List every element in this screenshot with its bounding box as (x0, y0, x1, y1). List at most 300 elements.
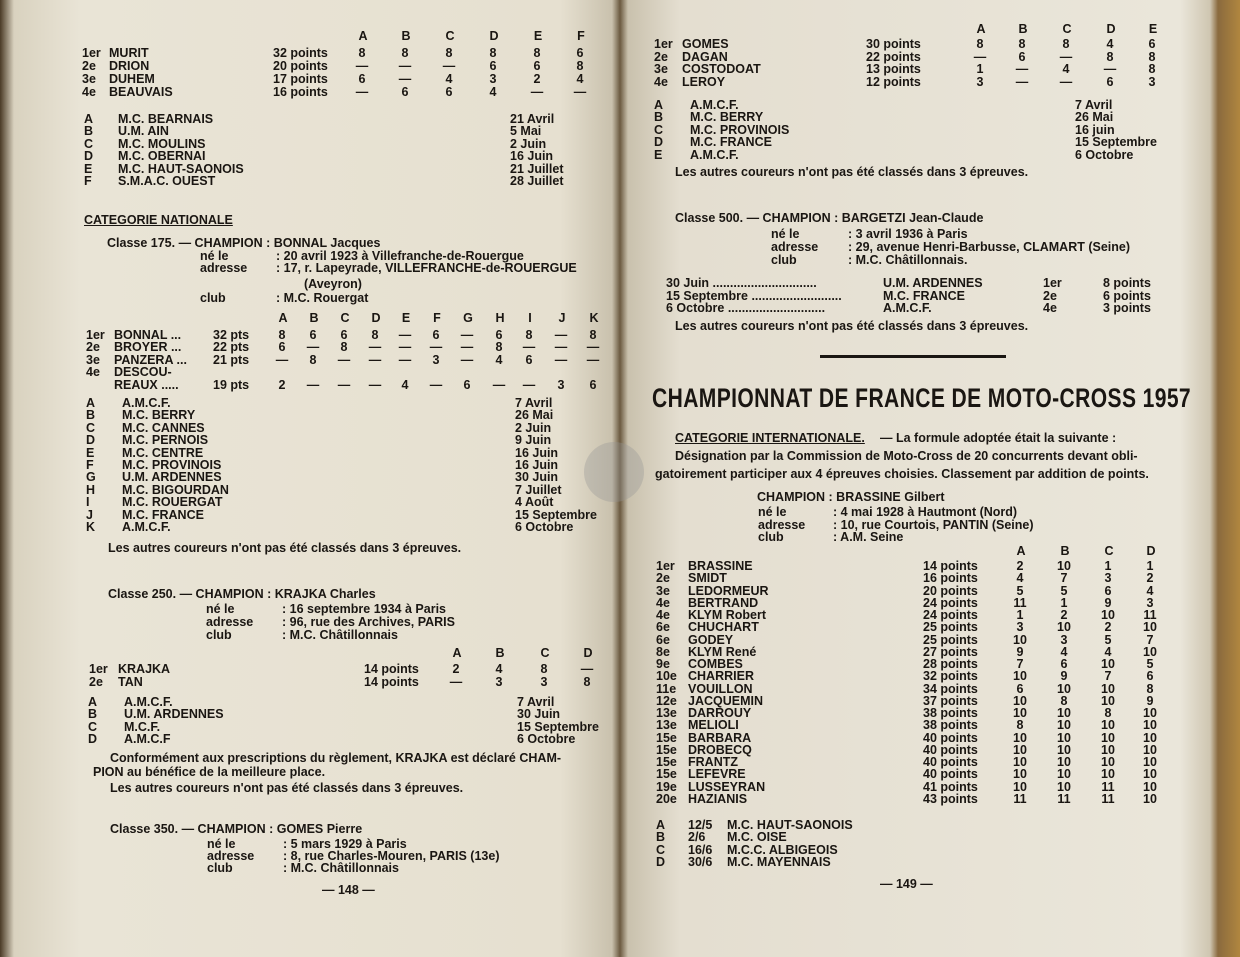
event-club: M.C. HAUT-SAONOIS (727, 818, 853, 832)
rider-name: DUHEM (109, 72, 155, 86)
field-label: adresse (206, 615, 254, 629)
event-date: 30 Juin (517, 707, 561, 722)
rider-name: MELIOLI (688, 718, 739, 733)
championship-title: CHAMPIONNAT DE FRANCE DE MOTO-CROSS 1957 (652, 383, 1192, 413)
score-cell: 11 (1101, 779, 1115, 794)
event-letter: C (86, 420, 96, 435)
rider-points: 40 points (923, 767, 978, 782)
event-date: 28 Juillet (510, 174, 564, 188)
score-cell: 6 (495, 328, 503, 342)
event-club: U.M. AIN (118, 124, 169, 139)
event-date: 16/6 (688, 842, 713, 857)
note: Les autres coureurs n'ont pas été classés dans 3 épreuves. (108, 541, 462, 555)
event-letter: D (84, 149, 94, 164)
score-cell: 4 (495, 662, 503, 676)
event-date: 9 Juin (515, 433, 552, 448)
rider-points: 38 points (923, 718, 978, 733)
score-cell: 10 (1143, 620, 1157, 635)
event-letter: E (654, 147, 663, 162)
score-cell: 8 (1060, 693, 1068, 708)
class-heading: CHAMPION : BRASSINE Gilbert (757, 490, 945, 504)
event-club: S.M.A.C. OUEST (118, 174, 216, 188)
col-header: C (540, 646, 550, 660)
rider-name: KLYM Robert (688, 608, 767, 622)
score-cell: 10 (1057, 742, 1071, 757)
rider-points: 16 points (923, 571, 978, 586)
field-value: : 20 avril 1923 à Villefranche-de-Rouergue (276, 249, 524, 263)
score-cell: 4 (1146, 583, 1154, 598)
paragraph: PION au bénéfice de la meilleure place. (93, 765, 326, 779)
field-value: : 3 avril 1936 à Paris (848, 227, 968, 241)
score-cell: — (306, 377, 320, 392)
score-cell: 10 (1013, 693, 1027, 708)
score-cell: 5 (1104, 632, 1112, 647)
score-cell: 10 (1101, 657, 1115, 671)
rank: 15e (656, 767, 677, 782)
score-cell: 6 (1104, 583, 1112, 598)
rank: 1er (89, 662, 108, 676)
result-points: 8 points (1103, 276, 1151, 290)
score-cell: 10 (1013, 742, 1027, 757)
score-cell: — (306, 340, 320, 355)
event-date: 6 Octobre (517, 732, 576, 747)
rank: 3e (656, 583, 670, 598)
intl-heading: CATEGORIE INTERNATIONALE. (675, 431, 865, 445)
score-cell: 8 (1018, 37, 1026, 51)
rider-name: DROBECQ (688, 742, 752, 757)
score-cell: 7 (1060, 571, 1068, 586)
score-cell: 3 (495, 675, 503, 689)
rider-name: JACQUEMIN (688, 693, 764, 708)
event-club: M.C. CANNES (122, 420, 205, 435)
rider-name: LEROY (682, 74, 726, 89)
rider-name: PANZERA ... (114, 352, 187, 367)
score-cell: 10 (1013, 767, 1027, 782)
score-cell: 6 (1106, 74, 1114, 89)
event-letter: F (86, 458, 94, 472)
score-cell: — (554, 340, 568, 355)
field-value: : 96, rue des Archives, PARIS (282, 615, 455, 629)
score-cell: 3 (1148, 74, 1156, 89)
event-club: U.M. ARDENNES (124, 707, 224, 722)
score-cell: 8 (525, 328, 533, 342)
rider-name: BARBARA (688, 730, 752, 745)
field-value: : 5 mars 1929 à Paris (283, 837, 407, 851)
rider-points: 22 points (866, 49, 921, 64)
score-cell: 7 (1016, 657, 1024, 671)
rider-points: 38 points (923, 706, 978, 720)
score-cell: 10 (1143, 755, 1157, 769)
score-cell: 10 (1143, 718, 1157, 733)
score-cell: 10 (1101, 718, 1115, 733)
rank: 1er (82, 46, 101, 60)
rank: 10e (656, 669, 677, 684)
score-cell: 10 (1057, 718, 1071, 733)
rider-name: MURIT (109, 46, 149, 60)
field-label: né le (207, 837, 236, 851)
col-header: D (371, 311, 381, 325)
score-cell: 6 (358, 72, 366, 86)
rider-points: 32 points (273, 46, 328, 60)
col-header: C (340, 311, 350, 325)
score-cell: — (368, 352, 382, 367)
score-cell: — (460, 352, 474, 367)
rider-points: 28 points (923, 657, 978, 671)
rider-points: 41 points (923, 779, 978, 794)
field-label: né le (200, 249, 229, 263)
score-cell: — (522, 377, 536, 392)
result-date: 30 Juin .............................. (666, 276, 817, 290)
event-letter: A (84, 112, 94, 126)
score-cell: 6 (589, 377, 597, 392)
event-club: A.M.C.F. (122, 396, 171, 410)
score-cell: 8 (1148, 62, 1156, 77)
field-label: adresse (771, 240, 819, 254)
score-cell: — (337, 352, 351, 367)
event-date: 16 Juin (515, 445, 559, 460)
event-letter: A (86, 396, 96, 410)
result-rank: 4e (1043, 301, 1057, 316)
score-cell: 2 (533, 72, 541, 86)
col-header: F (577, 29, 585, 43)
score-cell: 3 (489, 72, 497, 86)
score-cell: 8 (401, 46, 409, 60)
event-letter: K (86, 520, 96, 534)
score-cell: 10 (1101, 742, 1115, 757)
score-cell: — (355, 59, 369, 73)
score-cell: 8 (445, 46, 453, 60)
rider-points: 14 points (364, 675, 419, 689)
score-cell: 10 (1013, 706, 1027, 720)
score-cell: 8 (278, 328, 286, 342)
event-date: 7 Avril (1075, 98, 1113, 112)
rank: 13e (656, 706, 677, 720)
event-club: M.C. BIGOURDAN (122, 482, 229, 497)
score-cell: — (337, 377, 351, 392)
event-date: 4 Août (515, 495, 554, 510)
score-cell: 5 (1016, 583, 1024, 598)
col-header: A (278, 311, 288, 325)
score-cell: 10 (1057, 559, 1071, 573)
event-club: M.C. OISE (727, 830, 787, 845)
event-date: 26 Mai (515, 408, 554, 423)
rank: 1er (654, 37, 673, 51)
score-cell: 10 (1101, 755, 1115, 769)
score-cell: 10 (1143, 730, 1157, 745)
rider-points: 17 points (273, 72, 328, 86)
score-cell: — (522, 340, 536, 355)
rider-points: 13 points (866, 62, 921, 77)
field-value: : 17, r. Lapeyrade, VILLEFRANCHE-de-ROUERGUE (276, 261, 577, 275)
rider-points: 25 points (923, 632, 978, 647)
rider-points: 40 points (923, 730, 978, 745)
field-label: adresse (200, 261, 248, 275)
event-date: 16 Juin (515, 458, 559, 472)
score-cell: 10 (1143, 767, 1157, 782)
event-club: M.C. OBERNAI (118, 149, 206, 164)
rider-points: 19 pts (213, 377, 250, 392)
rank: 2e (86, 340, 100, 355)
rider-points: 37 points (923, 693, 978, 708)
event-letter: B (88, 707, 98, 722)
score-cell: 2 (1146, 571, 1154, 586)
rider-points: 20 points (923, 583, 978, 598)
score-cell: 3 (540, 675, 548, 689)
score-cell: 1 (1146, 559, 1154, 573)
rank: 4e (86, 365, 100, 380)
score-cell: 10 (1143, 779, 1157, 794)
score-cell: 11 (1013, 595, 1027, 610)
col-header: I (528, 311, 532, 325)
event-club: M.C. MAYENNAIS (727, 854, 831, 869)
rider-name: BROYER ... (114, 340, 182, 355)
score-cell: 10 (1143, 791, 1157, 806)
score-cell: 4 (495, 352, 503, 367)
score-cell: 9 (1060, 669, 1068, 684)
rider-name: COSTODOAT (682, 62, 761, 77)
field-label: né le (758, 505, 787, 519)
score-cell: 3 (557, 377, 565, 392)
score-cell: 3 (976, 74, 984, 89)
field-label: club (758, 530, 784, 544)
rider-points: 40 points (923, 755, 978, 769)
score-cell: 8 (540, 662, 548, 676)
field-value: : 8, rue Charles-Mouren, PARIS (13e) (283, 849, 500, 863)
col-header: E (1148, 22, 1158, 36)
rider-points: 27 points (923, 644, 978, 659)
score-cell: 4 (1060, 644, 1068, 659)
class-heading: Classe 500. — CHAMPION : BARGETZI Jean-Claude (675, 211, 984, 225)
event-club: M.C. BERRY (690, 110, 764, 125)
score-cell: — (460, 328, 474, 342)
result-points: 6 points (1103, 288, 1151, 303)
score-cell: 3 (432, 352, 440, 367)
rider-name: BRASSINE (688, 559, 753, 573)
score-cell: 6 (401, 85, 409, 99)
score-cell: — (398, 340, 412, 355)
category-heading: CATEGORIE NATIONALE (84, 213, 233, 227)
rider-name: TAN (118, 675, 143, 689)
note: Les autres coureurs n'ont pas été classés dans 3 épreuves. (110, 781, 464, 795)
rank: 3e (86, 352, 100, 367)
score-cell: 11 (1057, 791, 1071, 806)
rank: 15e (656, 730, 677, 745)
col-header: B (309, 311, 319, 325)
event-date: 16 Juin (510, 149, 554, 164)
result-club: U.M. ARDENNES (883, 276, 983, 290)
section-divider (820, 355, 1006, 358)
score-cell: 6 (1146, 669, 1154, 684)
field-value: : 10, rue Courtois, PANTIN (Seine) (833, 518, 1034, 532)
event-date: 2 Juin (510, 136, 547, 151)
event-letter: A (88, 695, 98, 709)
col-header: D (583, 646, 593, 660)
rider-points: 43 points (923, 791, 978, 806)
event-letter: C (88, 719, 98, 734)
score-cell: — (554, 352, 568, 367)
rider-points: 14 points (923, 559, 978, 573)
score-cell: 10 (1013, 779, 1027, 794)
score-cell: — (1103, 62, 1117, 77)
col-header: G (463, 311, 473, 325)
score-cell: 6 (278, 340, 286, 355)
score-cell: 10 (1057, 681, 1071, 696)
score-cell: — (398, 328, 412, 342)
rank: 19e (656, 779, 677, 794)
rank: 1er (656, 559, 675, 573)
event-club: M.C. CENTRE (122, 445, 204, 460)
event-date: 2/6 (688, 830, 706, 845)
rider-name: DESCOU- (114, 365, 172, 380)
score-cell: 10 (1101, 608, 1115, 622)
score-cell: 8 (489, 46, 497, 60)
field-value: : M.C. Châtillonnais. (848, 253, 968, 267)
score-cell: 8 (1062, 37, 1070, 51)
rider-points: 25 points (923, 620, 978, 635)
rider-name: VOUILLON (688, 681, 753, 696)
score-cell: 4 (1016, 571, 1024, 586)
class-heading: Classe 350. — CHAMPION : GOMES Pierre (110, 822, 363, 836)
rank: 3e (82, 72, 96, 86)
field-value: : A.M. Seine (833, 530, 904, 544)
col-header: A (976, 22, 986, 36)
rank: 15e (656, 742, 677, 757)
event-date: 7 Avril (517, 695, 555, 709)
rider-points: 20 points (273, 59, 328, 73)
score-cell: 7 (1146, 632, 1154, 647)
rider-name: LUSSEYRAN (688, 779, 766, 794)
score-cell: — (368, 377, 382, 392)
event-date: 16 juin (1075, 122, 1115, 137)
event-club: M.C. BEARNAIS (118, 112, 214, 126)
col-header: A (358, 29, 368, 43)
rider-points: 16 points (273, 85, 328, 99)
score-cell: 10 (1057, 620, 1071, 635)
rider-name: KLYM René (688, 644, 757, 659)
field-label: club (207, 861, 233, 875)
score-cell: — (1059, 74, 1073, 89)
score-cell: 6 (525, 352, 533, 367)
col-header: B (1060, 544, 1070, 558)
score-cell: 10 (1143, 644, 1157, 659)
result-rank: 2e (1043, 288, 1057, 303)
event-letter: B (84, 124, 94, 139)
rank: 2e (89, 675, 103, 689)
watermark-logo (584, 442, 644, 502)
field-label: club (771, 253, 797, 267)
score-cell: 6 (1060, 657, 1068, 671)
event-club: A.M.C.F. (690, 98, 739, 112)
event-date: 6 Octobre (515, 520, 574, 534)
score-cell: 4 (445, 72, 453, 86)
event-date: 21 Juillet (510, 161, 564, 176)
page-number: — 148 — (322, 883, 375, 897)
score-cell: 10 (1057, 767, 1071, 782)
score-cell: 10 (1057, 706, 1071, 720)
score-cell: 8 (495, 340, 503, 355)
rider-points: 30 points (866, 37, 921, 51)
event-club: M.C. PERNOIS (122, 433, 209, 448)
class-heading: Classe 250. — CHAMPION : KRAJKA Charles (108, 587, 376, 601)
rank: 13e (656, 718, 677, 733)
event-letter: D (654, 135, 664, 150)
field-label: adresse (207, 849, 255, 863)
result-club: M.C. FRANCE (883, 288, 965, 303)
score-cell: 6 (576, 46, 584, 60)
event-letter: D (656, 854, 666, 869)
col-header: C (445, 29, 455, 43)
score-cell: 6 (340, 328, 348, 342)
col-header: K (589, 311, 599, 325)
event-letter: D (88, 732, 98, 747)
rider-points: 14 points (364, 662, 419, 676)
event-letter: E (84, 161, 93, 176)
field-value: : 16 septembre 1934 à Paris (282, 602, 446, 616)
event-letter: J (86, 507, 93, 522)
score-cell: 10 (1143, 742, 1157, 757)
score-cell: 6 (1016, 681, 1024, 696)
score-cell: 4 (489, 85, 497, 99)
score-cell: 1 (1016, 608, 1024, 622)
score-cell: 2 (1016, 559, 1024, 573)
event-letter: C (84, 136, 94, 151)
col-header: D (1106, 22, 1116, 36)
score-cell: 10 (1013, 632, 1027, 647)
event-club: M.C. ROUERGAT (122, 495, 223, 510)
rank: 4e (82, 85, 96, 99)
score-cell: 1 (1060, 595, 1068, 610)
event-date: 7 Juillet (515, 482, 562, 497)
score-cell: — (398, 59, 412, 73)
event-club: M.C. MOULINS (118, 136, 206, 151)
score-cell: — (398, 352, 412, 367)
rider-name: CHUCHART (688, 620, 759, 635)
field-value: : M.C. Châtillonnais (282, 628, 398, 642)
event-date: 2 Juin (515, 420, 552, 435)
event-letter: E (86, 445, 95, 460)
rank: 4e (656, 595, 670, 610)
event-letter: C (654, 122, 664, 137)
score-cell: — (449, 675, 463, 689)
score-cell: 8 (309, 352, 317, 367)
field-label: club (206, 628, 232, 642)
rider-points: 34 points (923, 681, 978, 696)
score-cell: — (429, 340, 443, 355)
field-value: : M.C. Rouergat (276, 291, 369, 305)
field-label: né le (206, 602, 235, 616)
score-cell: — (1059, 49, 1073, 64)
event-date: 15 Septembre (515, 507, 597, 522)
score-cell: 6 (463, 377, 471, 392)
rider-name: CHARRIER (688, 669, 754, 684)
score-cell: 9 (1104, 595, 1112, 610)
event-club: M.C. HAUT-SAONOIS (118, 161, 244, 176)
score-cell: 9 (1146, 693, 1154, 708)
score-cell: — (442, 59, 456, 73)
rider-points: 24 points (923, 608, 978, 622)
result-rank: 1er (1043, 276, 1062, 290)
intl-text: — La formule adoptée était la suivante : (880, 431, 1117, 445)
rider-name: BONNAL ... (114, 328, 182, 342)
score-cell: 4 (401, 377, 409, 392)
event-date: 26 Mai (1075, 110, 1114, 125)
score-cell: 8 (1146, 681, 1154, 696)
score-cell: 10 (1057, 779, 1071, 794)
rank: 12e (656, 693, 677, 708)
col-header: D (1146, 544, 1156, 558)
rank: 11e (656, 681, 677, 696)
score-cell: 8 (1106, 49, 1114, 64)
